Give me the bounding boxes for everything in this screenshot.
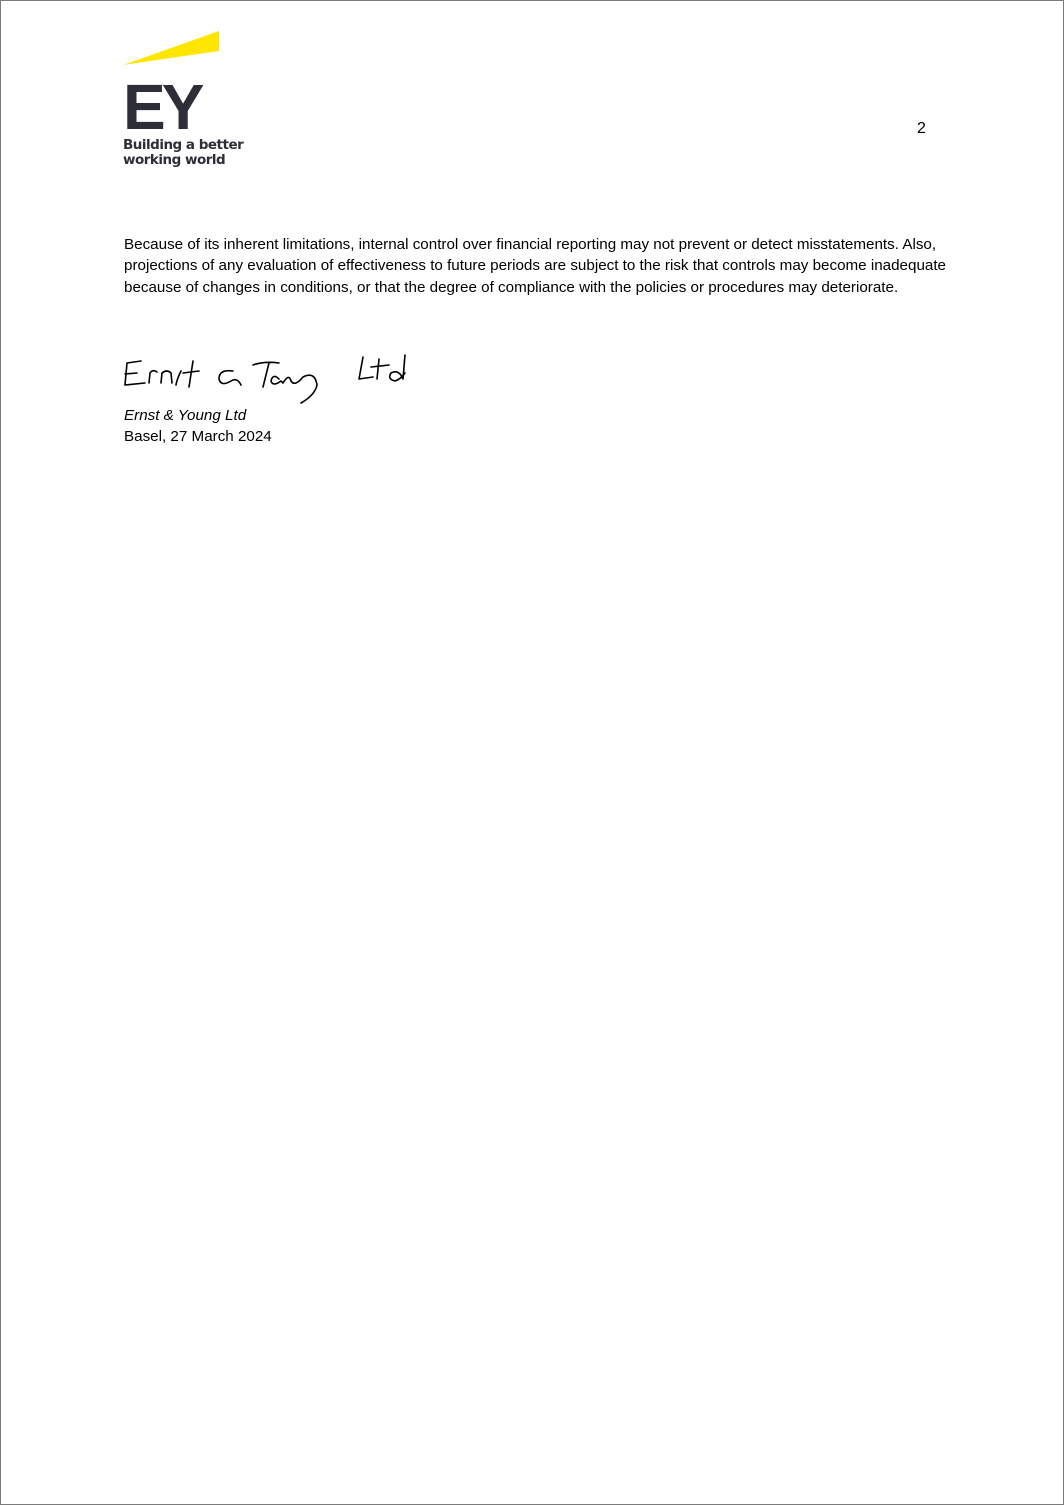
logo-beam-icon <box>123 31 223 71</box>
page-number: 2 <box>917 120 926 137</box>
place-date: Basel, 27 March 2024 <box>124 428 272 445</box>
logo-mark: EY <box>123 71 201 143</box>
ey-logo <box>123 31 253 171</box>
signer-name: Ernst & Young Ltd <box>124 407 247 424</box>
logo-tagline: Building a better working world <box>123 137 244 168</box>
handwritten-signature-icon <box>119 349 419 409</box>
body-paragraph: Because of its inherent limitations, internal control over financial reporting may not prevent or detect misstatements. Also, projections of any evaluation of effectiveness to future periods are subject to the risk that controls may become inadequate because of changes in conditions, or that the degree of compliance with the policies or procedures may deteriorate. <box>124 236 947 296</box>
